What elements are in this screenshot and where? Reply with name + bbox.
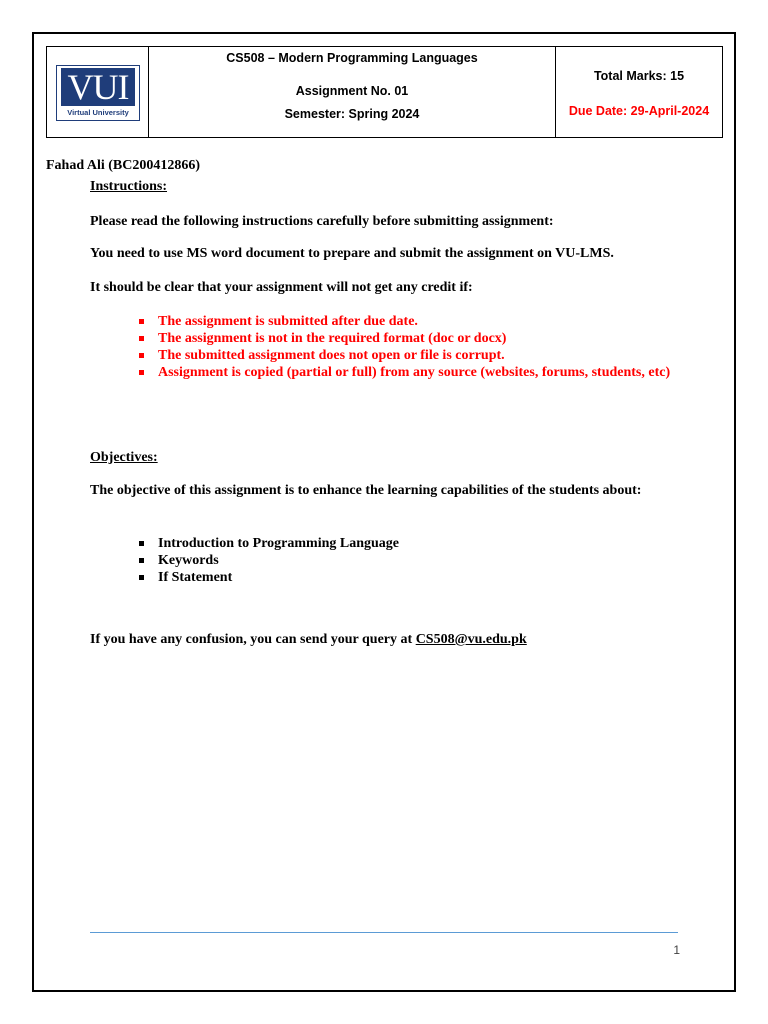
bullet-icon (139, 319, 144, 324)
page-number: 1 (673, 943, 680, 957)
logo-cell (47, 47, 149, 137)
due-date: Due Date: 29-April-2024 (568, 104, 710, 118)
title-cell (149, 47, 556, 137)
objectives-text: The objective of this assignment is to enhance the learning capabilities of the students about: (90, 483, 642, 498)
credit-rules-list (139, 313, 676, 381)
list-item: Keywords (139, 552, 676, 569)
semester: Semester: Spring 2024 (284, 107, 420, 121)
bullet-icon (139, 558, 144, 563)
footer-divider (90, 932, 678, 933)
bullet-icon (139, 541, 144, 546)
header-table (46, 46, 723, 138)
contact-email-link[interactable]: CS508@vu.edu.pk (415, 632, 527, 647)
list-item: The assignment is not in the required format (doc or docx) (139, 330, 676, 347)
instruction-line-1: Please read the following instructions carefully before submitting assignment: (90, 214, 554, 229)
logo-mark: VUI (61, 68, 135, 106)
bullet-icon (139, 353, 144, 358)
total-marks: Total Marks: 15 (593, 69, 685, 83)
list-item: The assignment is submitted after due date. (139, 313, 676, 330)
list-item: Assignment is copied (partial or full) from any source (websites, forums, students, etc) (139, 364, 676, 381)
bullet-icon (139, 370, 144, 375)
marks-cell (556, 47, 722, 137)
student-name: Fahad Ali (BC200412866) (46, 158, 201, 173)
logo-text: Virtual University (67, 108, 129, 117)
course-title: CS508 – Modern Programming Languages (226, 51, 478, 65)
objectives-heading: Objectives: (90, 450, 158, 465)
page-border (32, 32, 736, 992)
vu-logo (56, 65, 140, 121)
objectives-list (139, 535, 676, 586)
contact-text: If you have any confusion, you can send your query at (90, 632, 416, 647)
bullet-icon (139, 336, 144, 341)
contact-line (90, 631, 527, 648)
list-item: The submitted assignment does not open or file is corrupt. (139, 347, 676, 364)
list-item: Introduction to Programming Language (139, 535, 676, 552)
instruction-line-3: It should be clear that your assignment will not get any credit if: (90, 280, 473, 295)
bullet-icon (139, 575, 144, 580)
instruction-line-2: You need to use MS word document to prepare and submit the assignment on VU-LMS. (90, 246, 614, 261)
list-item: If Statement (139, 569, 676, 586)
assignment-number: Assignment No. 01 (295, 84, 409, 98)
instructions-heading: Instructions: (90, 179, 168, 194)
